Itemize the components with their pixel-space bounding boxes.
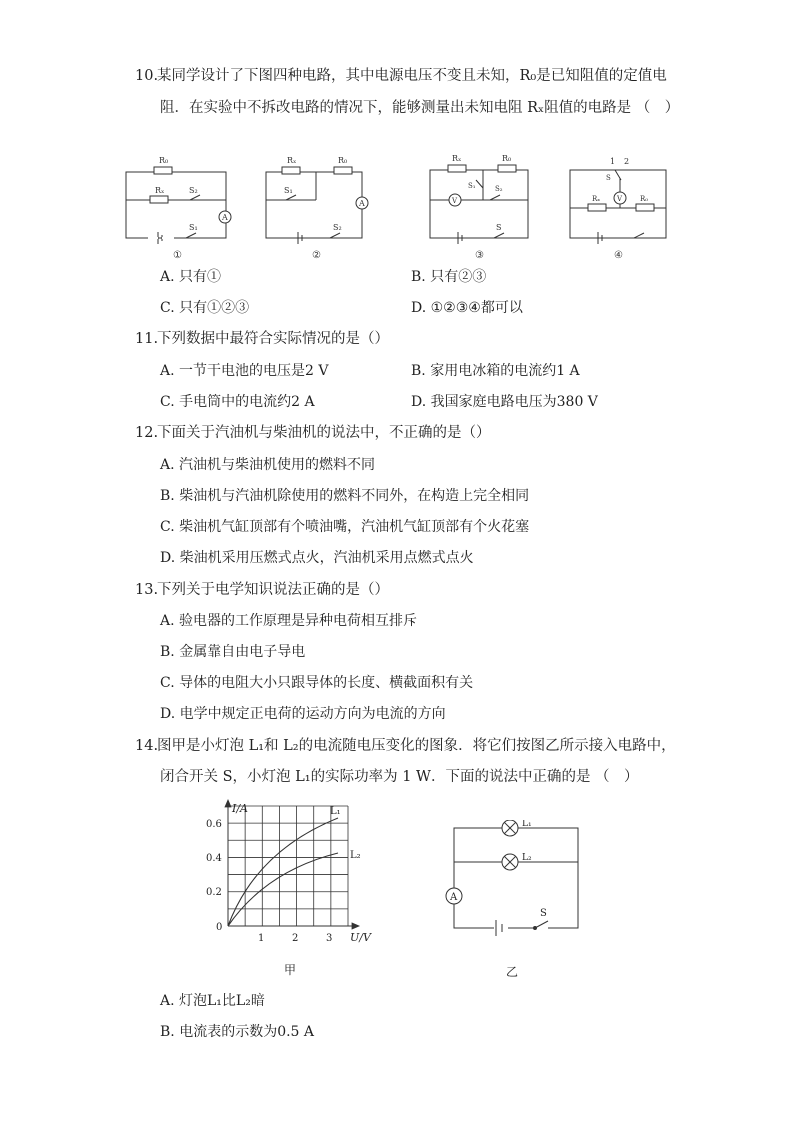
q10-number: 10. xyxy=(135,68,159,84)
label-l2: L₂ xyxy=(522,853,532,863)
switch-s1 xyxy=(186,233,196,238)
xtick-3: 3 xyxy=(326,933,333,944)
circuit-caption: 乙 xyxy=(506,965,519,979)
q12-option-d[interactable]: D. 柴油机采用压燃式点火，汽油机采用点燃式点火 xyxy=(160,550,474,566)
svg-text:S₁: S₁ xyxy=(189,223,198,232)
graph-caption: 甲 xyxy=(284,963,297,977)
q13-stem: 13.下列关于电学知识说法正确的是（） xyxy=(135,582,389,598)
q11-option-c[interactable]: C. 手电筒中的电流约2 A xyxy=(160,394,315,410)
q12-stem: 12.下面关于汽油机与柴油机的说法中，不正确的是（） xyxy=(135,425,491,441)
ytick-0: 0 xyxy=(216,922,223,933)
label-r0: R₀ xyxy=(159,156,169,165)
caption-3: ③ xyxy=(475,250,484,261)
q11-stem: 11.下列数据中最符合实际情况的是（） xyxy=(135,331,389,347)
svg-text:S: S xyxy=(496,223,502,232)
q14-parallel-circuit xyxy=(438,820,598,980)
x-axis-label: U/V xyxy=(350,931,371,944)
svg-text:V: V xyxy=(452,197,458,205)
svg-text:Rₓ: Rₓ xyxy=(452,154,462,163)
svg-text:Rₓ: Rₓ xyxy=(287,156,297,165)
graph-grid xyxy=(228,806,348,926)
q13-option-a[interactable]: A. 验电器的工作原理是异种电荷相互排斥 xyxy=(160,613,418,629)
q14-line2: 闭合开关 S，小灯泡 L₁的实际功率为 1 W．下面的说法中正确的是 （ ） xyxy=(160,769,639,785)
svg-text:S₂: S₂ xyxy=(495,185,503,193)
circuit-3 xyxy=(430,165,528,244)
q12-option-c[interactable]: C. 柴油机气缸顶部有个喷油嘴，汽油机气缸顶部有个火花塞 xyxy=(160,519,530,535)
q11-option-d[interactable]: D. 我国家庭电路电压为380 V xyxy=(411,394,598,410)
q13-option-b[interactable]: B. 金属靠自由电子导电 xyxy=(160,644,306,660)
xtick-1: 1 xyxy=(258,933,265,944)
caption-4: ④ xyxy=(614,250,623,261)
svg-text:1: 1 xyxy=(610,157,616,166)
q11-option-b[interactable]: B. 家用电冰箱的电流约1 A xyxy=(411,363,580,379)
circuit-1 xyxy=(126,167,231,244)
label-ammeter: A xyxy=(450,892,458,903)
q10-line1: 10.某同学设计了下图四种电路，其中电源电压不变且未知，R₀是已知阻值的定值电 xyxy=(135,68,667,84)
q10-option-b[interactable]: B. 只有②③ xyxy=(411,269,487,285)
series-label-l2: L₂ xyxy=(350,850,361,861)
svg-text:2: 2 xyxy=(624,157,630,166)
q10-option-a[interactable]: A. 只有① xyxy=(160,269,222,285)
circuit-2 xyxy=(266,167,368,244)
q10-line2: 阻．在实验中不拆改电路的情况下，能够测量出未知电阻 Rₓ阻值的电路是 （ ） xyxy=(160,100,680,116)
resistor-rx xyxy=(150,196,168,203)
svg-text:S₁: S₁ xyxy=(284,186,293,195)
label-l1: L₁ xyxy=(522,820,532,829)
switch-s2 xyxy=(190,195,200,200)
q12-option-b[interactable]: B. 柴油机与汽油机除使用的燃料不同外，在构造上完全相同 xyxy=(160,488,530,504)
y-axis-label: I/A xyxy=(232,802,248,815)
ytick-0.4: 0.4 xyxy=(206,853,222,864)
svg-text:A: A xyxy=(222,213,228,222)
q14-iu-graph xyxy=(196,796,386,986)
resistor-r0 xyxy=(154,167,172,174)
xtick-2: 2 xyxy=(292,933,299,944)
q12-option-a[interactable]: A. 汽油机与柴油机使用的燃料不同 xyxy=(160,457,376,473)
q11-option-a[interactable]: A. 一节干电池的电压是2 V xyxy=(160,363,329,379)
svg-text:S₂: S₂ xyxy=(189,186,198,195)
q14-line1: 14.图甲是小灯泡 L₁和 L₂的电流随电压变化的图象．将它们按图乙所示接入电路中， xyxy=(135,738,676,754)
curve-l2 xyxy=(228,853,338,926)
svg-text:S: S xyxy=(606,174,611,182)
ytick-0.2: 0.2 xyxy=(206,887,222,898)
q10-option-c[interactable]: C. 只有①②③ xyxy=(160,300,250,316)
ytick-0.6: 0.6 xyxy=(206,819,222,830)
svg-text:V: V xyxy=(617,195,623,203)
svg-text:S₁: S₁ xyxy=(468,182,476,190)
label-rx: Rₓ xyxy=(155,186,165,195)
svg-text:R₀: R₀ xyxy=(502,154,512,163)
svg-text:R₀: R₀ xyxy=(338,156,348,165)
q13-option-c[interactable]: C. 导体的电阻大小只跟导体的长度、横截面积有关 xyxy=(160,675,474,691)
svg-text:Rₓ: Rₓ xyxy=(592,195,601,203)
label-switch: S xyxy=(540,908,547,919)
caption-2: ② xyxy=(312,250,321,261)
curve-l1 xyxy=(228,818,338,926)
circuit-4 xyxy=(570,170,666,244)
svg-text:R₀: R₀ xyxy=(640,195,649,203)
q10-circuit-figures xyxy=(118,150,678,265)
q13-option-d[interactable]: D. 电学中规定正电荷的运动方向为电流的方向 xyxy=(160,706,446,722)
series-label-l1: L₁ xyxy=(330,806,341,817)
x-axis-arrow xyxy=(352,923,359,929)
q14-option-b[interactable]: B. 电流表的示数为0.5 A xyxy=(160,1024,315,1040)
q10-option-d[interactable]: D. ①②③④都可以 xyxy=(411,300,523,316)
caption-1: ① xyxy=(173,250,182,261)
q14-option-a[interactable]: A. 灯泡L₁比L₂暗 xyxy=(160,993,265,1009)
y-axis-arrow xyxy=(225,800,231,807)
svg-text:S₂: S₂ xyxy=(333,223,342,232)
svg-text:A: A xyxy=(359,199,365,208)
